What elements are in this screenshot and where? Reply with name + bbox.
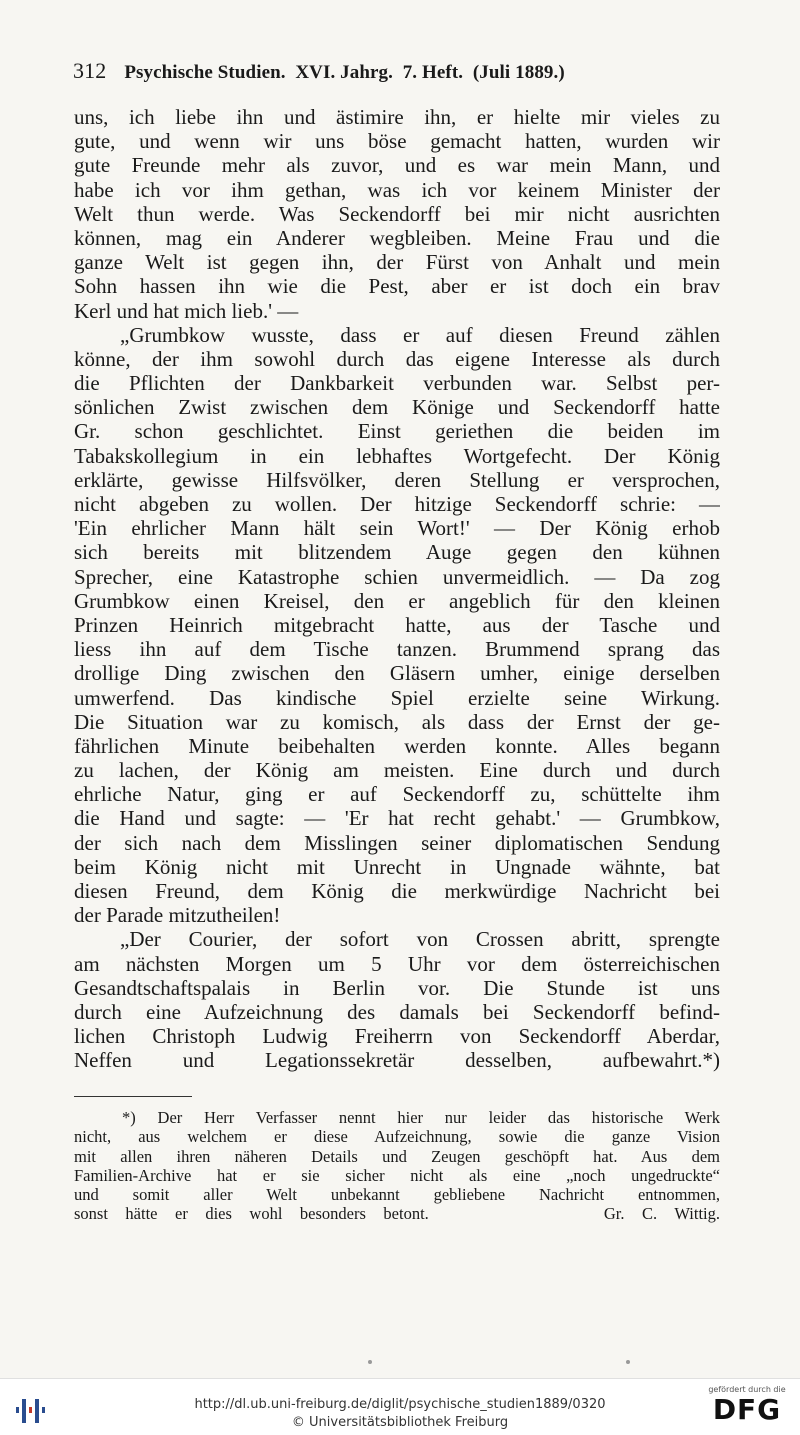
text-line: Neffen und Legationssekretär desselben, aufbewahrt.*)	[74, 1048, 720, 1073]
viewer-footer	[0, 1378, 800, 1435]
footnote-line: *) Der Herr Verfasser nennt hier nur leider das historische Werk	[122, 1108, 720, 1127]
text-line: könne, der ihm sowohl durch das eigene Interesse als durch	[74, 346, 720, 371]
text-line: durch eine Aufzeichnung des damals bei Seckendorff befind-	[74, 999, 720, 1024]
text-line: Prinzen Heinrich mitgebracht hatte, aus der Tasche und	[74, 612, 720, 637]
text-line: erklärte, gewisse Hilfsvölker, deren Stellung er versprochen,	[74, 467, 720, 492]
text-line: Gr. schon geschlichtet. Einst geriethen die beiden im	[74, 419, 720, 444]
text-line: diesen Freund, dem König die merkwürdige Nachricht bei	[74, 879, 720, 903]
text-line: drollige Ding zwischen den Gläsern umher, einige derselben	[74, 661, 720, 686]
text-line: „Der Courier, der sofort von Crossen abritt, sprengte	[120, 927, 720, 952]
text-line: zu lachen, der König am meisten. Eine durch und durch	[74, 758, 720, 783]
page-title: Psychische Studien. XVI. Jahrg. 7. Heft. (Juli 1889.)	[124, 62, 565, 83]
text-line: der sich nach dem Misslingen seiner diplomatischen Sendung	[74, 830, 720, 855]
dfg-logo-text: DFG	[712, 1393, 782, 1426]
text-line: können, mag ein Anderer wegbleiben. Meine Frau und die	[74, 225, 720, 250]
footnote-line: sonst hätte er dies wohl besonders betont. Gr. C. Wittig.	[74, 1204, 720, 1224]
text-line: Welt thun werde. Was Seckendorff bei mir nicht ausrichten	[74, 201, 720, 226]
text-line: die Hand und sagte: — 'Er hat recht gehabt.' — Grumbkow,	[74, 806, 720, 831]
text-line: sich bereits mit blitzendem Auge gegen den kühnen	[74, 540, 720, 565]
footnote	[74, 1108, 720, 1224]
text-line: gute, und wenn wir uns böse gemacht hatten, wurden wir	[74, 129, 720, 154]
scan-mark	[626, 1360, 630, 1364]
text-line: liess ihn auf dem Tische tanzen. Brummend sprang das	[74, 637, 720, 662]
text-line: sönlichen Zwist zwischen dem Könige und Seckendorff hatte	[74, 395, 720, 420]
dfg-logo	[704, 1385, 790, 1431]
text-line: Grumbkow einen Kreisel, den er angeblich für den kleinen	[74, 588, 720, 613]
text-line: 'Ein ehrlicher Mann hält sein Wort!' — Der König erhob	[74, 516, 720, 541]
text-line: Gesandtschaftspalais in Berlin vor. Die Stunde ist uns	[74, 975, 720, 1000]
footnote-line: Familien-Archive hat er sie sicher nicht als eine „noch ungedruckte“	[74, 1165, 720, 1185]
text-line: „Grumbkow wusste, dass er auf diesen Freund zählen	[120, 322, 720, 347]
running-head	[73, 58, 723, 88]
text-line: Kerl und hat mich lieb.' —	[74, 298, 299, 323]
text-line: Tabakskollegium in ein lebhaftes Wortgefecht. Der König	[74, 443, 720, 468]
text-line: Sprecher, eine Katastrophe schien unvermeidlich. — Da zog	[74, 564, 720, 589]
text-line: gute Freunde mehr als zuvor, und es war mein Mann, und	[74, 153, 720, 178]
text-line: der Parade mitzutheilen!	[74, 903, 281, 928]
scan-mark	[368, 1360, 372, 1364]
page-number: 312	[73, 58, 107, 83]
text-line: umwerfend. Das kindische Spiel erzielte seine Wirkung.	[74, 685, 720, 710]
footnote-line: und somit aller Welt unbekannt gebliebene Nachricht entnommen,	[74, 1185, 720, 1205]
footnote-line: nicht, aus welchem er diese Aufzeichnung, sowie die ganze Vision	[74, 1127, 720, 1147]
text-line: nicht abgeben zu wollen. Der hitzige Seckendorff schrie: —	[74, 492, 720, 516]
text-line: habe ich vor ihm gethan, was ich vor keinem Minister der	[74, 177, 720, 202]
text-line: uns, ich liebe ihn und ästimire ihn, er hielte mir vieles zu	[74, 105, 720, 129]
footnote-line: mit allen ihren näheren Details und Zeugen geschöpft hat. Aus dem	[74, 1146, 720, 1166]
body-text	[74, 105, 720, 1073]
copyright-notice: © Universitätsbibliothek Freiburg	[291, 1415, 509, 1430]
footnote-divider	[74, 1096, 192, 1097]
text-line: die Pflichten der Dankbarkeit verbunden war. Selbst per-	[74, 371, 720, 396]
text-line: ehrliche Natur, ging er auf Seckendorff zu, schüttelte ihm	[74, 782, 720, 807]
sponsor-caption: gefördert durch die	[708, 1385, 786, 1394]
text-line: beim König nicht mit Unrecht in Ungnade wähnte, bat	[74, 854, 720, 879]
text-line: Sohn hassen ihn wie die Pest, aber er ist doch ein brav	[74, 274, 720, 299]
text-line: fährlichen Minute beibehalten werden konnte. Alles begann	[74, 733, 720, 758]
document-url[interactable]: http://dl.ub.uni-freiburg.de/diglit/psychische_studien1889/0320	[194, 1397, 606, 1412]
text-line: Die Situation war zu komisch, als dass der Ernst der ge-	[74, 709, 720, 734]
text-line: lichen Christoph Ludwig Freiherrn von Seckendorff Aberdar,	[74, 1024, 720, 1049]
text-line: ganze Welt ist gegen ihn, der Fürst von Anhalt und mein	[74, 250, 720, 275]
text-line: am nächsten Morgen um 5 Uhr vor dem österreichischen	[74, 951, 720, 976]
